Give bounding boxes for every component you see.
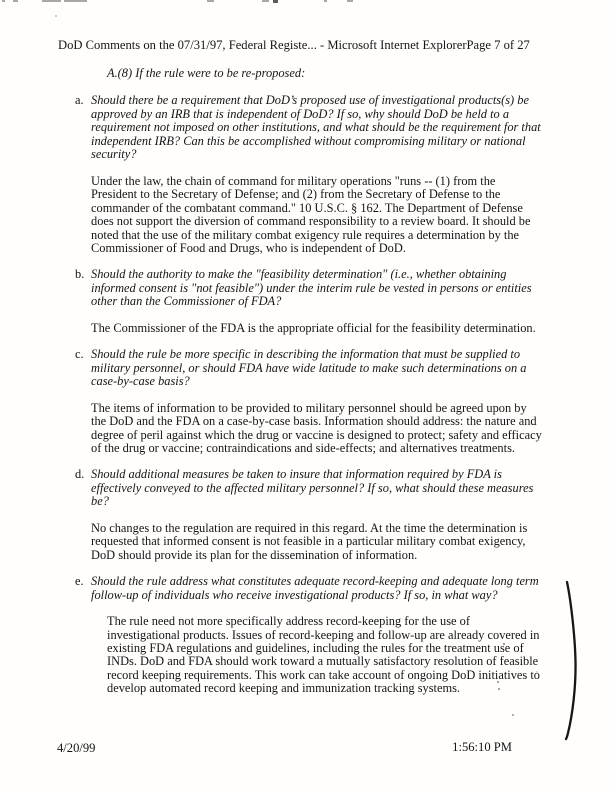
answer-text: The items of information to be provided to military personnel should be agreed upon by the DoD and the FDA on a case-by-case basis. Information should address: the nature and degree of peril against which the drug or vaccine is designed to protect; safety and efficacy of the drug or vaccine; contraindications and side-effects; and alternatives treatments. [91, 400, 542, 455]
item-label: a. [75, 93, 84, 108]
handwritten-pen-stroke [556, 579, 582, 741]
footer-time: 1:56:10 PM [452, 740, 512, 754]
scan-artifact [42, 0, 61, 2]
footer-date: 4/20/99 [57, 741, 96, 755]
scan-artifact [324, 0, 327, 2]
question-item-a [75, 94, 542, 255]
answer-text: No changes to the regulation are required in this regard. At the time the determination is requested that informed consent is not feasible in a particular military combat exigency, DoD should provide its plan for the dissemination of information. [91, 520, 528, 562]
question-text: Should the rule be more specific in describing the information that must be supplied to military personnel, or should FDA have wide latitude to make such determinations on a case-by-case basis? [91, 347, 527, 389]
section-heading: A.(8) If the rule were to be re-proposed: [107, 66, 306, 80]
document-body [75, 67, 542, 709]
answer-text: The Commissioner of the FDA is the appropriate official for the feasibility determination. [91, 320, 536, 335]
page-header [58, 38, 530, 52]
question-text: Should the authority to make the "feasibility determination" (i.e., whether obtaining informed consent is "not feasible") under the interim rule be vested in persons or entities other than the Commissioner of FDA? [91, 267, 532, 309]
scan-artifact [64, 0, 87, 2]
question-text: Should there be a requirement that DoD’s proposed use of investigational products(s) be approved by an IRB that is independent of DoD? If so, why should DoD be held to a requirement not imposed on other institutions, and what should be the requirement for that independent IRB? Can this be accomplished without compromising military or national security? [91, 93, 541, 162]
item-label: b. [75, 267, 85, 282]
scan-artifact [13, 0, 18, 2]
scan-artifact [347, 0, 353, 2]
item-label: d. [75, 467, 85, 482]
question-text: Should the rule address what constitutes adequate record-keeping and adequate long term follow-up of individuals who receive investigational products? If so, in what way? [91, 574, 539, 602]
scan-artifact [262, 0, 269, 2]
item-label: e. [75, 574, 84, 589]
answer-text: Under the law, the chain of command for military operations "runs -- (1) from the President to the Secretary of Defense; and (2) from the Secretary of Defense to the commander of the combatant command." 10 U.S.C. § 162. The Department of Defense does not support the diversion of command responsibility to a review board. It should be noted that the use of the military combat exigency rule requires a determination by the Commissioner of Food and Drugs, who is independent of DoD. [91, 173, 531, 255]
question-item-e [75, 575, 542, 696]
item-label: c. [75, 347, 84, 362]
question-item-c [75, 348, 542, 455]
scan-artifact [2, 0, 5, 2]
question-item-d [75, 468, 542, 562]
window-title: DoD Comments on the 07/31/97, Federal Registe... - Microsoft Internet Explorer [58, 38, 467, 52]
scan-speck [512, 714, 514, 716]
scan-speck [55, 15, 57, 17]
question-text: Should additional measures be taken to insure that information required by FDA is effectively conveyed to the affected military personnel? If so, what should these measures be? [91, 467, 534, 509]
question-item-b [75, 268, 542, 335]
page-number: Page 7 of 27 [466, 38, 530, 52]
answer-text: The rule need not more specifically address record-keeping for the use of investigational products. Issues of record-keeping and follow-up are already covered in existing FDA regulations and guidelines, including the rules for the treatment use of INDs. DoD and FDA should work toward a mutually satisfactory resolution of feasible record keeping requirements. This work can take account of ongoing DoD initiatives to develop automated record keeping and immunization tracking systems. [107, 614, 540, 696]
scan-artifact [207, 0, 214, 2]
scan-artifact [273, 0, 278, 3]
